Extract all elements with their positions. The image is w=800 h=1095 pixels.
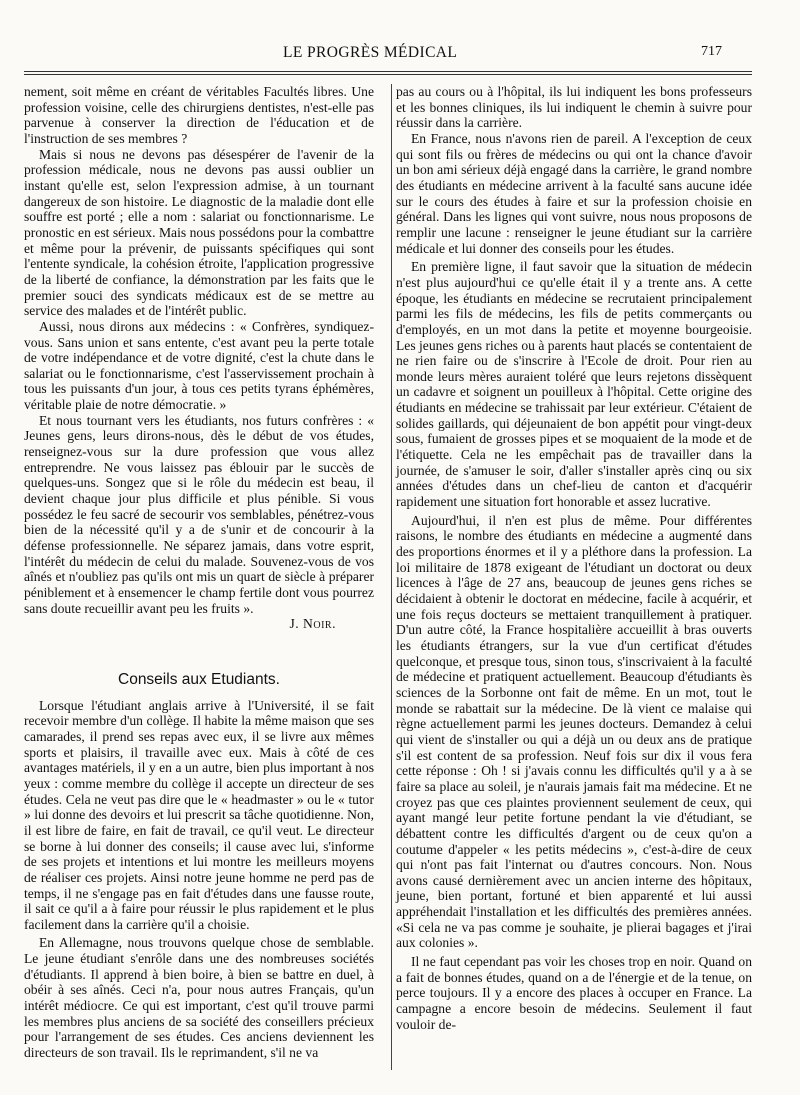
journal-title: LE PROGRÈS MÉDICAL: [283, 44, 458, 61]
paragraph: nement, soit même en créant de véritables Facultés libres. Une profession voisine, celle des chirurgiens dentistes, n'est-elle pas parvenue à conserver la direction de l'éducation et de l'instruction de ses membres ?: [24, 84, 374, 146]
paragraph: Aussi, nous dirons aux médecins : « Confrères, syndiquez-vous. Sans union et sans entente, c'est avant peu la perte totale de votre indépendance et de votre dignité, c'est la chute dans le salariat ou le fonctionnarisme, c'est l'asservissement prochain à tous les puissants d'un jour, à tous ces petits tyrans éphémères, véritable plaie de notre démocratie. »: [24, 318, 374, 413]
paragraph: En France, nous n'avons rien de pareil. A l'exception de ceux qui sont fils ou frères de médecins ou qui ont la chance d'avoir un bon ami sérieux déjà engagé dans la carrière, le grand nombre des étudiants en médecine arrivent à la faculté sans aucune idée sur le cours des études à faire et sur la profession choisie en général. Dans les lignes qui vont suivre, nous nous proposons de remplir une lacune : renseigner le jeune étudiant sur la carrière médicale et lui donner des conseils pour les études.: [396, 130, 752, 256]
right-column: [396, 84, 752, 1032]
paragraph: Aujourd'hui, il n'en est plus de même. Pour différentes raisons, le nombre des étudiants en médecine a augmenté dans des proportions énormes et il y a pléthore dans la profession. La loi militaire de 1878 exigeant de l'étudiant un doctorat ou deux licences à l'âge de 27 ans, beaucoup de jeunes gens riches se décidaient à obtenir le doctorat en médecine, facile à acquérir, et une fois reçus docteurs se mettaient tranquillement à pratiquer. D'un autre côté, la France hospitalière accueillit à bras ouverts les étudiants étrangers, sur la vue d'un certificat d'études quelconque, et presque tous, sinon tous, s'inscrivaient à la faculté de médecine et pratiquent actuellement. Beaucoup d'étudiants ès sciences de la Sorbonne ont fait de même. En un mot, tout le monde se rabattait sur la médecine. De là vient ce malaise qui règne actuellement parmi les jeunes docteurs. Demandez à celui qui vient de s'installer ou qui a déjà un ou deux ans de pratique s'il est content de sa profession. Neuf fois sur dix il vous fera cette réponse : Oh ! si j'avais connu les difficultés qu'il y a à se faire sa place au soleil, je n'aurais jamais fait ma médecine. Et ne croyez pas que ces plaintes proviennent seulement de ceux, qui ayant mangé leur petite fortune pendant la vie d'étudiant, se débattent contre les difficultés d'argent ou de ceux qu'on a coutume d'appeler « les petits médecins », c'est-à-dire de ceux qui n'ont pas fait l'internat ou d'autres concours. Non. Nous avons causé dernièrement avec un ancien interne des hôpitaux, jeune, bien portant, fortuné et bien apparenté et lui aussi appréhendait l'installation et les difficultés des premières années. «Si cela ne va pas comme je souhaite, je plierai bagages et j'irai aux colonies ».: [396, 512, 752, 951]
paragraph: Lorsque l'étudiant anglais arrive à l'Université, il se fait recevoir membre d'un collège. Il habite la même maison que ses camarades, il prend ses repas avec eux, il se livre aux mêmes sports et plaisirs, il travaille avec eux. Mais à côté de ces avantages matériels, il y en a un autre, bien plus important à nos yeux : comme membre du collège il accepte un directeur de ses études. Cela ne veut pas dire que le « headmaster » ou le « tutor » lui donne des devoirs et lui prescrit sa tâche quotidienne. Non, il est libre de faire, en fait de travail, ce qu'il veut. Le directeur se borne à lui donner des conseils; il cause avec lui, s'informe de ses projets et intentions et lui montre les meilleurs moyens de réaliser ces projets. Ainsi notre jeune homme ne perd pas de temps, il ne s'engage pas en fait d'études dans une fausse route, il sait ce qu'il a à faire pour réussir le plus rapidement et le plus facilement dans la carrière qu'il a choisie.: [24, 697, 374, 932]
running-header: [0, 40, 800, 70]
paragraph: Et nous tournant vers les étudiants, nos futurs confrères : « Jeunes gens, leurs dirons-nous, dès le début de vos études, renseignez-vous sur la dure profession que vous allez entreprendre. Ne vous laissez pas éblouir par le succès de quelques-uns. Songez que si le rôle du médecin est beau, il devient chaque jour plus difficile et plus pénible. Si vous possédez le feu sacré de secourir vos semblables, pénétrez-vous bien de la nécessité qu'il y a de s'unir et de concourir à la défense professionnelle. Ne séparez jamais, dans votre esprit, l'intérêt du médecin de celui du malade. Souvenez-vous de vos aînés et n'oubliez pas qu'ils ont mis un quart de siècle à préparer péniblement et à ensemencer le champ fertile dont vous pourrez sans doute recueillir avant peu les fruits ».: [24, 412, 374, 616]
paragraph: En première ligne, il faut savoir que la situation de médecin n'est plus aujourd'hui ce qu'elle était il y a trente ans. A cette époque, les étudiants en médecine se recrutaient principalement parmi les fils de médecins, les fils de petits commerçants ou d'employés, en un mot dans la petite et moyenne bourgeoisie. Les jeunes gens riches ou à parents haut placés se contentaient de ne rien faire ou de s'inscrire à l'Ecole de droit. Pour rien au monde leurs mères auraient toléré que leurs rejetons dissèquent un cadavre et soignent un pouilleux à l'hôpital. Cette origine des étudiants en médecine se trahissait par leur extérieur. C'étaient de solides gaillards, qui déjeunaient de bon appétit pour vingt-deux sous, fumaient de grosses pipes et se moquaient de la mode et de l'étiquette. Cela ne les empêchait pas de travailler dans la journée, de s'amuser le soir, d'aller s'installer après cinq ou six années d'études dans un chef-lieu de canton et d'acquérir rapidement une situation fort honorable et assez lucrative.: [396, 259, 752, 510]
left-column: [24, 84, 374, 1061]
header-rule-double: [24, 74, 752, 75]
header-rule: [24, 71, 752, 72]
paragraph: pas au cours ou à l'hôpital, ils lui indiquent les bons professeurs et les bonnes cliniques, ils lui indiquent le chemin à suivre pour réussir dans la carrière.: [396, 84, 752, 131]
section-title: Conseils aux Etudiants.: [118, 670, 280, 688]
paragraph: Il ne faut cependant pas voir les choses trop en noir. Quand on a fait de bonnes études, quand on a de l'énergie et de la tenue, on perce toujours. Il y a encore des places à occuper en France. La campagne a encore besoin de médecins. Seulement il faut vouloir de-: [396, 954, 752, 1032]
paragraph: Mais si nous ne devons pas désespérer de l'avenir de la profession médicale, nous ne devons pas aussi oublier un instant qu'elle est, selon l'expression admise, à un tournant dangereux de son histoire. Le diagnostic de la maladie dont elle souffre est porté ; elle a nom : salariat ou fonctionnarisme. Le pronostic en est sérieux. Mais nous possédons pour la combattre et même pour la prévenir, de puissants spécifiques qui sont l'entente syndicale, la cohésion étroite, l'application progressive de la liberté de confiance, la démonstration par les faits que le premier souci des syndicats médicaux est de se mettre au service des malades et de l'intérêt public.: [24, 146, 374, 319]
page-number: 717: [701, 44, 722, 59]
column-divider: [391, 84, 392, 1070]
paragraph: En Allemagne, nous trouvons quelque chose de semblable. Le jeune étudiant s'enrôle dans une des nombreuses sociétés d'étudiants. Il apprend à bien boire, à bien se battre en duel, à obéir à ses aînés. Ceci n'a, pour nous autres Français, qu'un intérêt médiocre. Ce qui est important, c'est qu'il trouve parmi les membres plus anciens de sa société des conseillers précieux pour l'arrangement de ses études. Ces anciens deviennent les directeurs de son travail. Ils le reprimandent, s'il ne va: [24, 935, 374, 1061]
author-signature: J. Noir.: [289, 616, 336, 632]
